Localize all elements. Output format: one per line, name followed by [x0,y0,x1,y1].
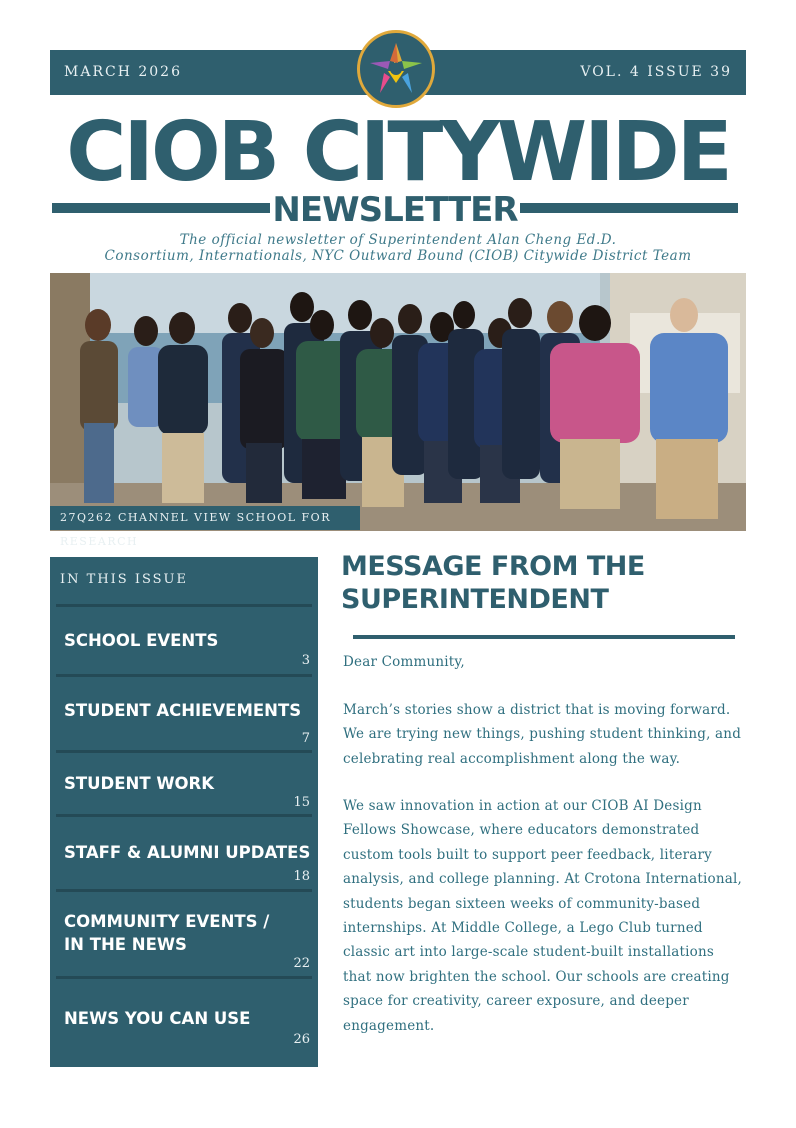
toc-item-community-events-line-1: COMMUNITY EVENTS / [64,912,270,931]
paragraph-1-text: March’s stories show a district that is moving forward. We are trying new things, pushing student thinking, and celebrating real accomplishment along the way. [343,702,742,767]
issue-date: MARCH 2026 [64,64,182,80]
photo-caption: 27Q262 CHANNEL VIEW SCHOOL FOR RESEARCH [50,506,360,530]
in-this-issue-panel [50,557,318,1067]
toc-item-news-you-can-use[interactable]: NEWS YOU CAN USE [64,1009,251,1028]
toc-page-number: 22 [293,956,310,971]
greeting-text: Dear Community, [343,654,465,670]
toc-divider [56,889,312,892]
toc-item-community-events-line-2: IN THE NEWS [64,935,187,954]
toc-page-number: 15 [293,795,310,810]
message-title-rule [353,635,735,639]
toc-item-student-achievements[interactable]: STUDENT ACHIEVEMENTS [64,701,302,720]
toc-item-staff-alumni-updates[interactable]: STAFF & ALUMNI UPDATES [64,843,311,862]
title-rule-left [52,203,270,213]
message-title-line-2: SUPERINTENDENT [341,584,609,615]
toc-page-number: 7 [301,731,310,746]
issue-number: VOL. 4 ISSUE 39 [580,64,732,80]
tagline-line-1: The official newsletter of Superintendent Alan Cheng Ed.D. [179,232,617,248]
toc-divider [56,814,312,817]
paragraph-2-text: We saw innovation in action at our CIOB AI Design Fellows Showcase, where educators demonstrated custom tools built to support peer feedback, literary analysis, and college planning. At Crotona International, students began sixteen weeks of community-based internships. At Middle College, a Lego Club turned classic art into large-scale student-built installations that now brighten the school. Our schools are creating space for creativity, career exposure, and deeper engagement. [343,798,743,1034]
star-book-logo-icon [366,39,426,99]
message-greeting [343,650,743,674]
message-title-line-1: MESSAGE FROM THE [341,551,645,582]
toc-divider [56,604,312,607]
toc-item-community-events[interactable] [64,910,269,956]
title-rule-right [520,203,738,213]
toc-divider [56,976,312,979]
toc-page-number: 18 [293,869,310,884]
group-photo-image [50,273,746,531]
tagline-line-2: Consortium, Internationals, NYC Outward Bound (CIOB) Citywide District Team [104,248,692,264]
toc-page-number: 3 [301,653,310,668]
newsletter-subtitle: NEWSLETTER [272,190,518,230]
tagline [40,232,756,264]
toc-item-student-work[interactable]: STUDENT WORK [64,774,215,793]
message-paragraph-1 [343,698,743,771]
message-title [341,550,761,616]
newsletter-title: CIOB CITYWIDE [66,105,730,200]
toc-divider [56,674,312,677]
toc-page-number: 26 [293,1032,310,1047]
toc-heading: IN THIS ISSUE [60,572,188,587]
ciob-logo [357,30,435,108]
group-photo [50,273,746,531]
toc-divider [56,750,312,753]
toc-item-school-events[interactable]: SCHOOL EVENTS [64,631,219,650]
message-paragraph-2 [343,794,743,1038]
